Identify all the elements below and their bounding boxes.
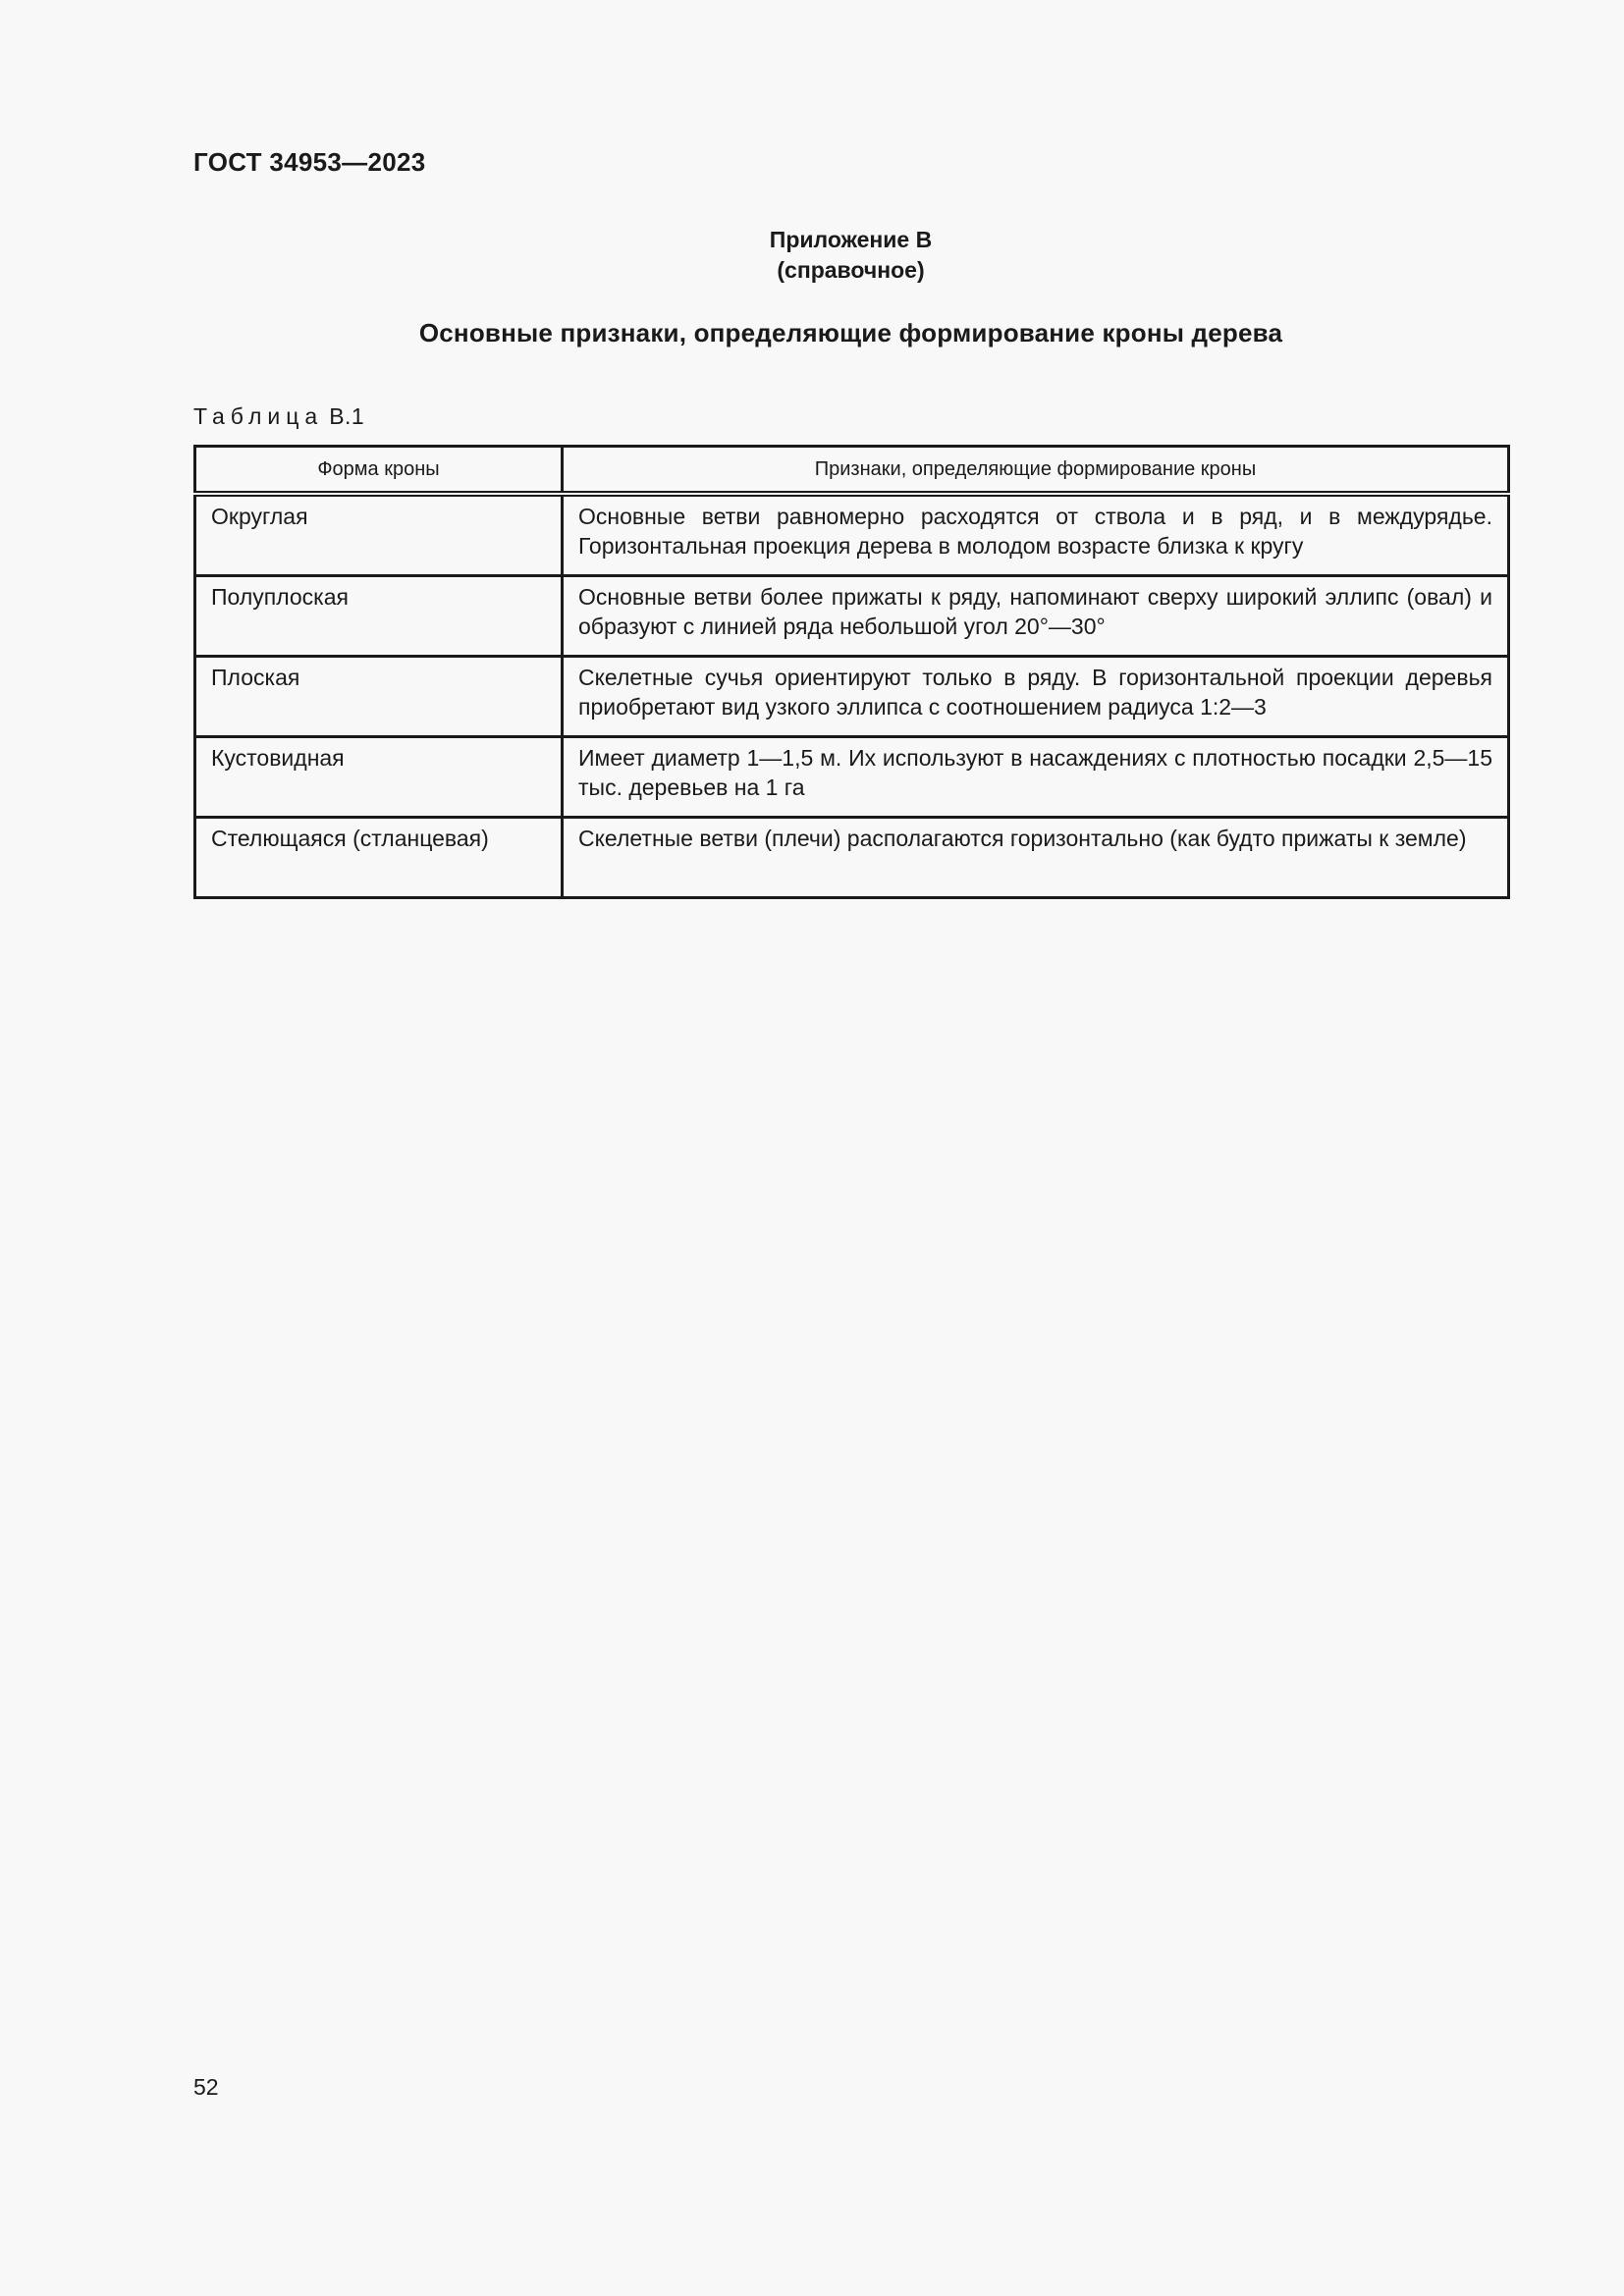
crown-features-cell: Имеет диаметр 1—1,5 м. Их используют в насаждениях с плотностью посадки 2,5—15 тыс. деревьев на 1 га bbox=[563, 737, 1509, 818]
crown-features-cell: Основные ветви более прижаты к ряду, напоминают сверху широкий эллипс (овал) и образуют с линией ряда небольшой угол 20°—30° bbox=[563, 576, 1509, 657]
column-header-features: Признаки, определяющие формирование кроны bbox=[563, 447, 1509, 495]
appendix-title: Приложение В bbox=[769, 227, 933, 252]
table-row bbox=[195, 657, 1509, 737]
crown-forms-table bbox=[193, 445, 1510, 899]
table-row bbox=[195, 818, 1509, 898]
crown-features-cell: Основные ветви равномерно расходятся от ствола и в ряд, и в междурядье. Горизонтальная проекция дерева в молодом возрасте близка к кругу bbox=[563, 494, 1509, 576]
table-caption-number: В.1 bbox=[329, 403, 365, 429]
crown-form-cell: Кустовидная bbox=[195, 737, 563, 818]
document-code: ГОСТ 34953—2023 bbox=[193, 147, 426, 177]
table-header-row bbox=[195, 447, 1509, 495]
crown-form-cell: Стелющаяся (стланцевая) bbox=[195, 818, 563, 898]
crown-form-cell: Плоская bbox=[195, 657, 563, 737]
table-row bbox=[195, 737, 1509, 818]
table-row bbox=[195, 576, 1509, 657]
appendix-kind: (справочное) bbox=[777, 257, 925, 283]
table-caption-word: Таблица bbox=[193, 403, 324, 429]
crown-features-cell: Скелетные ветви (плечи) располагаются горизонтально (как будто прижаты к земле) bbox=[563, 818, 1509, 898]
table-row bbox=[195, 494, 1509, 576]
page-number: 52 bbox=[193, 2074, 219, 2100]
table-caption bbox=[193, 403, 364, 430]
column-header-form: Форма кроны bbox=[195, 447, 563, 495]
crown-form-cell: Полуплоская bbox=[195, 576, 563, 657]
section-title: Основные признаки, определяющие формирование кроны дерева bbox=[418, 318, 1283, 347]
crown-form-cell: Округлая bbox=[195, 494, 563, 576]
crown-features-cell: Скелетные сучья ориентируют только в ряду. В горизонтальной проекции деревья приобретают вид узкого эллипса с соотношением радиуса 1:2—3 bbox=[563, 657, 1509, 737]
